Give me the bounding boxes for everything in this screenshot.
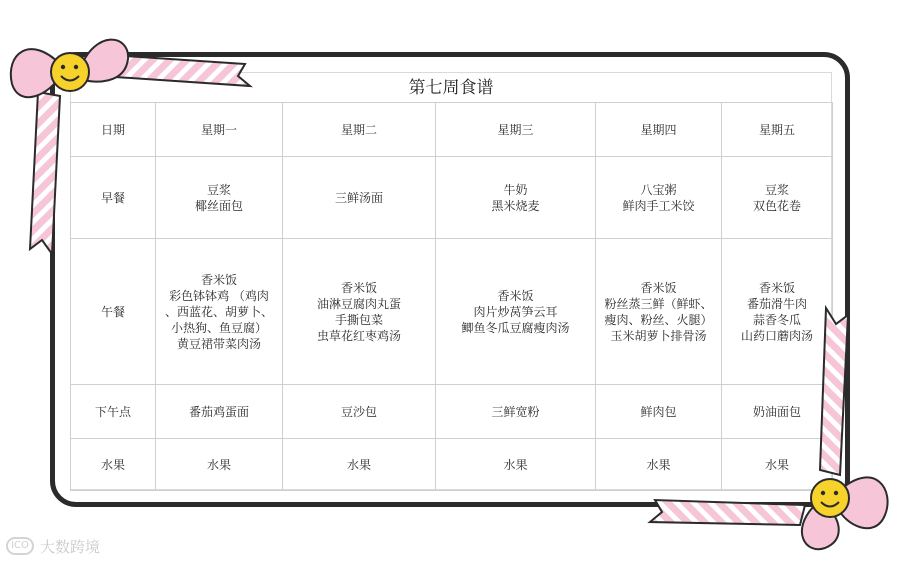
meal-cell: 水果 xyxy=(156,439,283,491)
meal-cell: 鲜肉包 xyxy=(596,385,722,439)
watermark-logo-icon: ICO xyxy=(6,537,34,555)
meal-cell: 水果 xyxy=(596,439,722,491)
smiley-icon xyxy=(51,53,89,91)
smiley-icon xyxy=(811,479,849,517)
row-label: 下午点 xyxy=(71,385,156,439)
meal-cell: 香米饭 油淋豆腐肉丸蛋 手撕包菜 虫草花红枣鸡汤 xyxy=(283,239,436,385)
row-label: 早餐 xyxy=(71,157,156,239)
ribbon-bow-icon xyxy=(0,14,260,274)
header-cell: 星期三 xyxy=(436,103,596,157)
header-cell: 星期二 xyxy=(283,103,436,157)
meal-cell: 香米饭 彩色钵钵鸡 （鸡肉 、西蓝花、胡萝卜、 小热狗、鱼豆腐） 黄豆裙带菜肉汤 xyxy=(156,239,283,385)
watermark xyxy=(6,533,100,559)
header-cell: 星期四 xyxy=(596,103,722,157)
ribbon-bow-icon xyxy=(640,300,900,562)
watermark-text: 大数跨境 xyxy=(40,537,101,556)
meal-cell: 奶油面包 xyxy=(722,385,833,439)
meal-cell: 豆沙包 xyxy=(283,385,436,439)
menu-title: 第七周食谱 xyxy=(408,78,494,98)
row-label: 水果 xyxy=(71,439,156,491)
meal-cell: 豆浆 双色花卷 xyxy=(722,157,833,239)
meal-cell: 水果 xyxy=(283,439,436,491)
meal-cell: 三鲜汤面 xyxy=(283,157,436,239)
meal-cell: 香米饭 肉片炒莴笋云耳 鲫鱼冬瓜豆腐瘦肉汤 xyxy=(436,239,596,385)
meal-cell: 八宝粥 鲜肉手工米饺 xyxy=(596,157,722,239)
meal-cell: 香米饭 番茄滑牛肉 蒜香冬瓜 山药口蘑肉汤 xyxy=(722,239,833,385)
header-cell: 星期一 xyxy=(156,103,283,157)
meal-cell: 牛奶 黑米烧麦 xyxy=(436,157,596,239)
row-label: 午餐 xyxy=(71,239,156,385)
meal-cell: 豆浆 椰丝面包 xyxy=(156,157,283,239)
meal-cell: 水果 xyxy=(722,439,833,491)
meal-cell: 水果 xyxy=(436,439,596,491)
meal-cell: 番茄鸡蛋面 xyxy=(156,385,283,439)
header-cell: 星期五 xyxy=(722,103,833,157)
header-cell: 日期 xyxy=(71,103,156,157)
meal-cell: 三鲜宽粉 xyxy=(436,385,596,439)
meal-cell: 香米饭 粉丝蒸三鲜（鲜虾、 瘦肉、粉丝、火腿） 玉米胡萝卜排骨汤 xyxy=(596,239,722,385)
